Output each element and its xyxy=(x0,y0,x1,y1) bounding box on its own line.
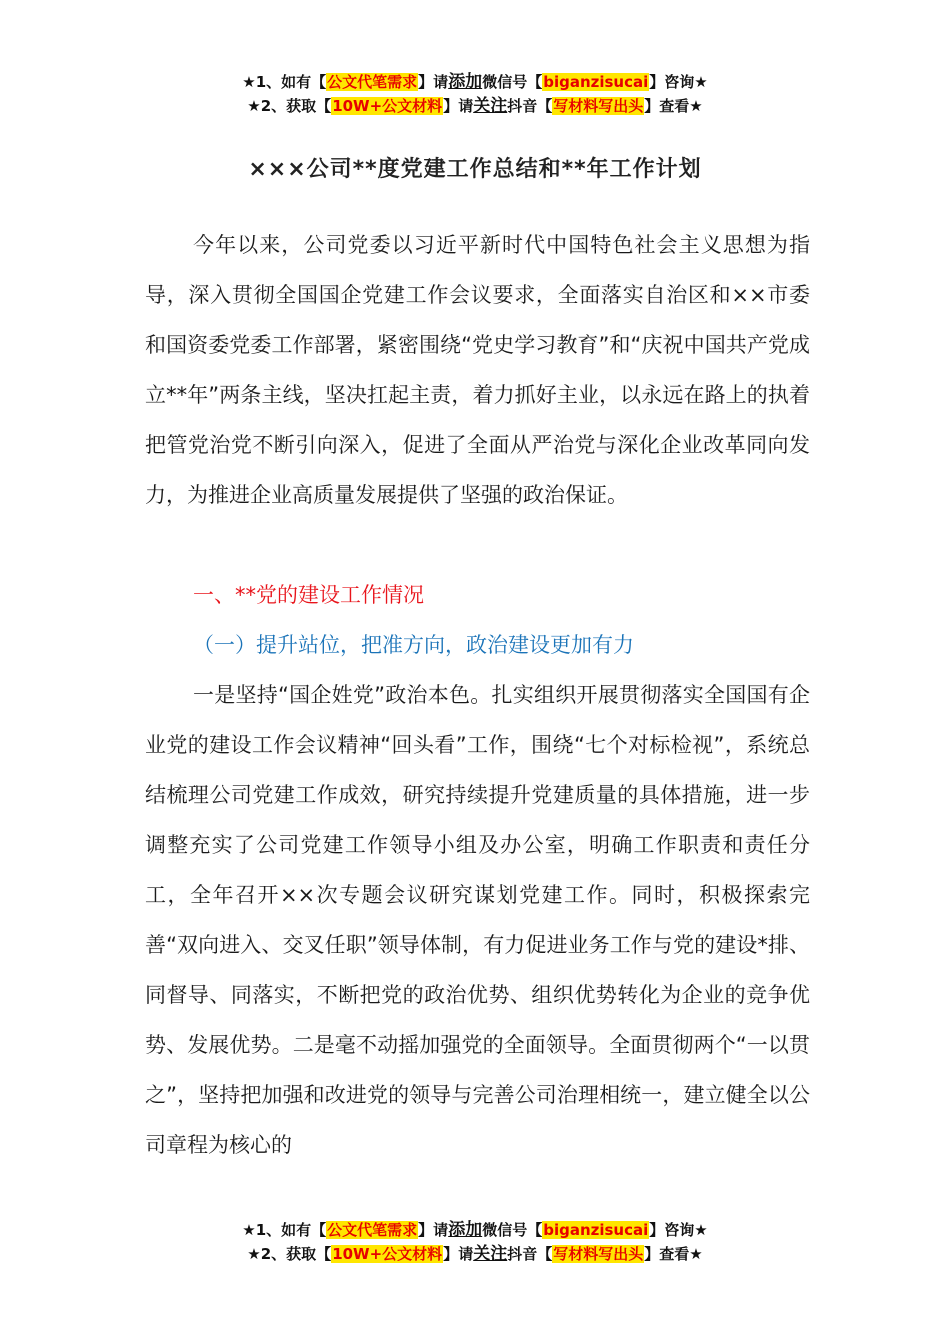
document-title: ×××公司**度党建工作总结和**年工作计划 xyxy=(248,157,702,182)
promo-emphasis: 关注 xyxy=(473,96,508,116)
promo-text: 抖音【 xyxy=(507,1245,553,1263)
promo-highlight: 公文代笔需求 xyxy=(327,73,418,91)
body-paragraph: 一是坚持“国企姓党”政治本色。扎实组织开展贯彻落实全国国有企业党的建设工作会议精神“回头看”工作，围绕“七个对标检视”，系统总结梳理公司党建工作成效，研究持续提升党建质量的具体措施，进一步调整充实了公司党建工作领导小组及办公室，明确工作职责和责任分工，全年召开××次专题会议研究谋划党建工作。同时，积极探索完善“双向进入、交叉任职”领导体制，有力促进业务工作与党的建设*排、同督导、同落实，不断把党的政治优势、组织优势转化为企业的竞争优势、发展优势。二是毫不动摇加强党的全面领导。全面贯彻两个“一以贯之”，坚持把加强和改进党的领导与完善公司治理相统一，建立健全以公司章程为核心的 xyxy=(145,683,810,1157)
promo-text: 】查看★ xyxy=(644,97,703,115)
promo-highlight: 公文代笔需求 xyxy=(327,1221,418,1239)
subsection-heading: （一）提升站位，把准方向，政治建设更加有力 xyxy=(193,633,634,657)
promo-highlight: 10W+公文材料 xyxy=(332,97,443,115)
promo-emphasis: 添加 xyxy=(448,72,483,92)
promo-text: 】请 xyxy=(418,73,449,91)
promo-line-2 xyxy=(0,94,950,118)
promo-header xyxy=(0,70,950,118)
promo-text: ★1、如有【 xyxy=(242,1221,327,1239)
promo-text: 微信号【 xyxy=(482,73,543,91)
promo-text: 】查看★ xyxy=(644,1245,703,1263)
promo-emphasis: 关注 xyxy=(473,1244,508,1264)
promo-text: ★1、如有【 xyxy=(242,73,327,91)
wechat-id-highlight: biganzisucai xyxy=(543,73,649,91)
douyin-id-highlight: 写材料写出头 xyxy=(553,97,644,115)
promo-text: ★2、获取【 xyxy=(247,1245,332,1263)
promo-text: 】咨询★ xyxy=(649,1221,708,1239)
promo-highlight: 10W+公文材料 xyxy=(332,1245,443,1263)
promo-text: 微信号【 xyxy=(482,1221,543,1239)
douyin-id-highlight: 写材料写出头 xyxy=(553,1245,644,1263)
promo-text: ★2、获取【 xyxy=(247,97,332,115)
promo-footer xyxy=(0,1218,950,1266)
promo-line-1 xyxy=(0,70,950,94)
section-heading: 一、**党的建设工作情况 xyxy=(193,583,424,607)
wechat-id-highlight: biganzisucai xyxy=(543,1221,649,1239)
promo-text: 】请 xyxy=(443,97,474,115)
promo-text: 抖音【 xyxy=(507,97,553,115)
promo-line-1 xyxy=(0,1218,950,1242)
promo-text: 】咨询★ xyxy=(649,73,708,91)
intro-paragraph: 今年以来，公司党委以习近平新时代中国特色社会主义思想为指导，深入贯彻全国国企党建工作会议要求，全面落实自治区和××市委和国资委党委工作部署，紧密围绕“党史学习教育”和“庆祝中国共产党成立**年”两条主线，坚决扛起主责，着力抓好主业，以永远在路上的执着把管党治党不断引向深入，促进了全面从严治党与深化企业改革同向发力，为推进企业高质量发展提供了坚强的政治保证。 xyxy=(145,233,810,507)
promo-line-2 xyxy=(0,1242,950,1266)
promo-text: 】请 xyxy=(443,1245,474,1263)
promo-emphasis: 添加 xyxy=(448,1220,483,1240)
promo-text: 】请 xyxy=(418,1221,449,1239)
